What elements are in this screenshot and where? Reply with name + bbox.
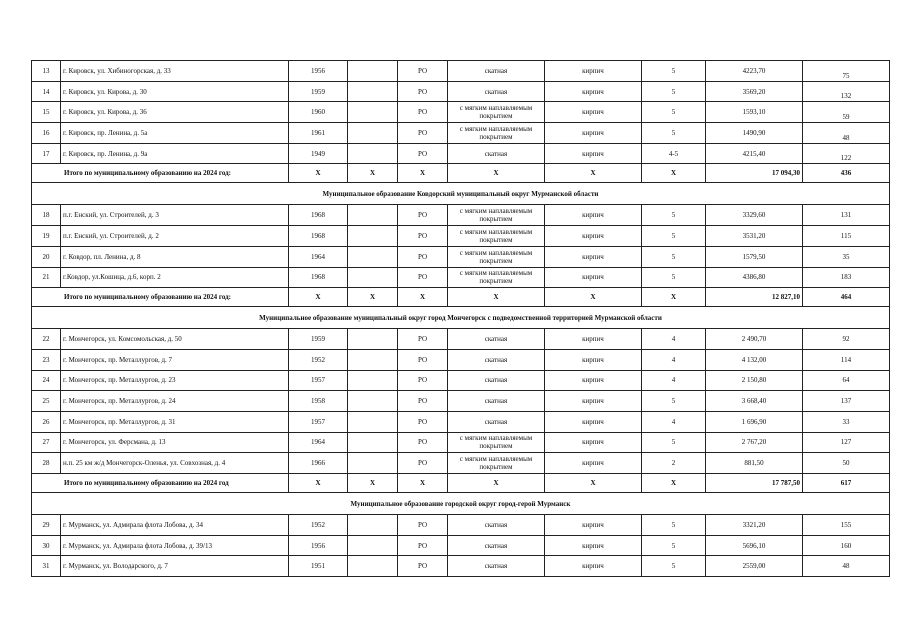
empty-cell bbox=[348, 61, 398, 82]
empty-cell bbox=[348, 391, 398, 412]
residents-cell: 33 bbox=[803, 411, 890, 432]
total-x-mark: X bbox=[642, 164, 706, 183]
empty-cell bbox=[348, 432, 398, 453]
area-cell: 881,50 bbox=[706, 453, 803, 474]
floors-cell: 5 bbox=[642, 205, 706, 226]
roof-type-cell: скатная bbox=[448, 329, 545, 350]
empty-cell bbox=[348, 370, 398, 391]
row-number: 20 bbox=[32, 246, 61, 267]
residents-cell: 132 bbox=[803, 81, 890, 102]
wall-material-cell: кирпич bbox=[545, 102, 642, 123]
row-number: 27 bbox=[32, 432, 61, 453]
table-row bbox=[32, 102, 890, 123]
wall-material-cell: кирпич bbox=[545, 205, 642, 226]
row-number: 23 bbox=[32, 349, 61, 370]
area-cell: 4386,80 bbox=[706, 267, 803, 288]
total-area: 12 827,10 bbox=[706, 288, 803, 307]
floors-cell: 2 bbox=[642, 453, 706, 474]
floors-cell: 5 bbox=[642, 81, 706, 102]
program-cell: РО bbox=[398, 349, 448, 370]
row-number: 19 bbox=[32, 226, 61, 247]
wall-material-cell: кирпич bbox=[545, 556, 642, 577]
roof-type-cell: скатная bbox=[448, 143, 545, 164]
year-cell: 1957 bbox=[289, 411, 348, 432]
wall-material-cell: кирпич bbox=[545, 267, 642, 288]
year-cell: 1968 bbox=[289, 226, 348, 247]
roof-type-cell: скатная bbox=[448, 515, 545, 536]
roof-type-cell: с мягким наплавляемым покрытием bbox=[448, 102, 545, 123]
wall-material-cell: кирпич bbox=[545, 453, 642, 474]
empty-cell bbox=[348, 329, 398, 350]
table-body bbox=[32, 61, 890, 577]
year-cell: 1968 bbox=[289, 267, 348, 288]
total-x-mark: X bbox=[348, 288, 398, 307]
area-cell: 5696,10 bbox=[706, 535, 803, 556]
program-cell: РО bbox=[398, 411, 448, 432]
floors-cell: 5 bbox=[642, 61, 706, 82]
table-row bbox=[32, 556, 890, 577]
year-cell: 1952 bbox=[289, 515, 348, 536]
year-cell: 1961 bbox=[289, 123, 348, 144]
address-cell: г. Ковдор, пл. Ленина, д. 8 bbox=[61, 246, 289, 267]
empty-cell bbox=[348, 349, 398, 370]
row-number: 13 bbox=[32, 61, 61, 82]
roof-type-cell: с мягким наплавляемым покрытием bbox=[448, 453, 545, 474]
empty-cell bbox=[348, 515, 398, 536]
address-cell: г. Мурманск, ул. Володарского, д. 7 bbox=[61, 556, 289, 577]
address-cell: п.г. Енский, ул. Строителей, д. 2 bbox=[61, 226, 289, 247]
program-cell: РО bbox=[398, 81, 448, 102]
table-row bbox=[32, 515, 890, 536]
residents-cell: 48 bbox=[803, 123, 890, 144]
wall-material-cell: кирпич bbox=[545, 432, 642, 453]
year-cell: 1964 bbox=[289, 246, 348, 267]
empty-cell bbox=[348, 246, 398, 267]
roof-type-cell: с мягким наплавляемым покрытием bbox=[448, 226, 545, 247]
row-number: 17 bbox=[32, 143, 61, 164]
program-cell: РО bbox=[398, 267, 448, 288]
year-cell: 1956 bbox=[289, 535, 348, 556]
residents-cell: 137 bbox=[803, 391, 890, 412]
year-cell: 1951 bbox=[289, 556, 348, 577]
table-row bbox=[32, 329, 890, 350]
address-cell: г. Мончегорск, пр. Металлургов, д. 7 bbox=[61, 349, 289, 370]
roof-type-cell: скатная bbox=[448, 370, 545, 391]
wall-material-cell: кирпич bbox=[545, 370, 642, 391]
roof-type-cell: скатная bbox=[448, 556, 545, 577]
year-cell: 1952 bbox=[289, 349, 348, 370]
empty-cell bbox=[348, 535, 398, 556]
address-cell: г. Мончегорск, ул. Комсомольская, д. 50 bbox=[61, 329, 289, 350]
program-cell: РО bbox=[398, 556, 448, 577]
area-cell: 3321,20 bbox=[706, 515, 803, 536]
wall-material-cell: кирпич bbox=[545, 391, 642, 412]
area-cell: 4 132,00 bbox=[706, 349, 803, 370]
total-area: 17 094,30 bbox=[706, 164, 803, 183]
empty-cell bbox=[348, 556, 398, 577]
floors-cell: 4-5 bbox=[642, 143, 706, 164]
wall-material-cell: кирпич bbox=[545, 226, 642, 247]
area-cell: 3569,20 bbox=[706, 81, 803, 102]
program-cell: РО bbox=[398, 102, 448, 123]
table-row bbox=[32, 411, 890, 432]
roof-type-cell: с мягким наплавляемым покрытием bbox=[448, 205, 545, 226]
wall-material-cell: кирпич bbox=[545, 515, 642, 536]
roof-type-cell: скатная bbox=[448, 61, 545, 82]
year-cell: 1957 bbox=[289, 370, 348, 391]
roof-type-cell: с мягким наплавляемым покрытием bbox=[448, 267, 545, 288]
section-header: Муниципальное образование городской округ город-герой Мурманск bbox=[32, 493, 890, 515]
table-row bbox=[32, 391, 890, 412]
program-cell: РО bbox=[398, 432, 448, 453]
empty-cell bbox=[348, 226, 398, 247]
table-row bbox=[32, 370, 890, 391]
roof-type-cell: скатная bbox=[448, 411, 545, 432]
program-cell: РО bbox=[398, 61, 448, 82]
roof-type-cell: с мягким наплавляемым покрытием bbox=[448, 246, 545, 267]
row-number: 18 bbox=[32, 205, 61, 226]
table-row bbox=[32, 453, 890, 474]
program-cell: РО bbox=[398, 515, 448, 536]
empty-cell bbox=[348, 123, 398, 144]
area-cell: 2 150,80 bbox=[706, 370, 803, 391]
area-cell: 3 668,40 bbox=[706, 391, 803, 412]
program-cell: РО bbox=[398, 391, 448, 412]
total-label: Итого по муниципальному образованию на 2024 год bbox=[32, 474, 289, 493]
area-cell: 1579,50 bbox=[706, 246, 803, 267]
row-number: 24 bbox=[32, 370, 61, 391]
total-x-mark: X bbox=[448, 474, 545, 493]
program-cell: РО bbox=[398, 143, 448, 164]
program-cell: РО bbox=[398, 453, 448, 474]
roof-type-cell: скатная bbox=[448, 349, 545, 370]
table-row bbox=[32, 535, 890, 556]
area-cell: 2 490,70 bbox=[706, 329, 803, 350]
wall-material-cell: кирпич bbox=[545, 81, 642, 102]
empty-cell bbox=[348, 81, 398, 102]
total-residents: 464 bbox=[803, 288, 890, 307]
empty-cell bbox=[348, 411, 398, 432]
residents-cell: 115 bbox=[803, 226, 890, 247]
address-cell: н.п. 25 км ж/д Мончегорск-Оленья, ул. Совхозная, д. 4 bbox=[61, 453, 289, 474]
address-cell: г. Мончегорск, ул. Ферсмана, д. 13 bbox=[61, 432, 289, 453]
roof-type-cell: с мягким наплавляемым покрытием bbox=[448, 123, 545, 144]
row-number: 26 bbox=[32, 411, 61, 432]
wall-material-cell: кирпич bbox=[545, 61, 642, 82]
roof-type-cell: скатная bbox=[448, 535, 545, 556]
floors-cell: 4 bbox=[642, 329, 706, 350]
area-cell: 4215,40 bbox=[706, 143, 803, 164]
wall-material-cell: кирпич bbox=[545, 349, 642, 370]
area-cell: 3329,60 bbox=[706, 205, 803, 226]
table-row bbox=[32, 81, 890, 102]
year-cell: 1956 bbox=[289, 61, 348, 82]
wall-material-cell: кирпич bbox=[545, 143, 642, 164]
residents-cell: 160 bbox=[803, 535, 890, 556]
document-page bbox=[31, 60, 889, 577]
total-x-mark: X bbox=[348, 164, 398, 183]
roof-type-cell: с мягким наплавляемым покрытием bbox=[448, 432, 545, 453]
floors-cell: 5 bbox=[642, 226, 706, 247]
residents-cell: 183 bbox=[803, 267, 890, 288]
wall-material-cell: кирпич bbox=[545, 246, 642, 267]
row-number: 31 bbox=[32, 556, 61, 577]
table-row bbox=[32, 143, 890, 164]
total-area: 17 787,50 bbox=[706, 474, 803, 493]
area-cell: 2 767,20 bbox=[706, 432, 803, 453]
address-cell: г. Кировск, ул. Хибиногорская, д. 33 bbox=[61, 61, 289, 82]
total-x-mark: X bbox=[289, 164, 348, 183]
area-cell: 1593,10 bbox=[706, 102, 803, 123]
total-x-mark: X bbox=[398, 288, 448, 307]
row-number: 16 bbox=[32, 123, 61, 144]
total-residents: 617 bbox=[803, 474, 890, 493]
area-cell: 3531,20 bbox=[706, 226, 803, 247]
residents-cell: 59 bbox=[803, 102, 890, 123]
address-cell: п.г. Енский, ул. Строителей, д. 3 bbox=[61, 205, 289, 226]
roof-type-cell: скатная bbox=[448, 81, 545, 102]
wall-material-cell: кирпич bbox=[545, 535, 642, 556]
residents-cell: 35 bbox=[803, 246, 890, 267]
floors-cell: 5 bbox=[642, 515, 706, 536]
row-number: 15 bbox=[32, 102, 61, 123]
address-cell: г.Ковдор, ул.Кошица, д.6, корп. 2 bbox=[61, 267, 289, 288]
wall-material-cell: кирпич bbox=[545, 329, 642, 350]
section-header-row bbox=[32, 493, 890, 515]
residents-cell: 122 bbox=[803, 143, 890, 164]
total-x-mark: X bbox=[448, 288, 545, 307]
program-cell: РО bbox=[398, 329, 448, 350]
year-cell: 1958 bbox=[289, 391, 348, 412]
section-header: Муниципальное образование муниципальный округ город Мончегорск с подведомственной территорией Мурманской области bbox=[32, 307, 890, 329]
total-x-mark: X bbox=[289, 474, 348, 493]
floors-cell: 5 bbox=[642, 102, 706, 123]
floors-cell: 4 bbox=[642, 411, 706, 432]
year-cell: 1949 bbox=[289, 143, 348, 164]
row-number: 25 bbox=[32, 391, 61, 412]
residents-cell: 92 bbox=[803, 329, 890, 350]
year-cell: 1959 bbox=[289, 329, 348, 350]
area-cell: 1490,90 bbox=[706, 123, 803, 144]
year-cell: 1964 bbox=[289, 432, 348, 453]
total-x-mark: X bbox=[398, 474, 448, 493]
total-row bbox=[32, 288, 890, 307]
address-cell: г. Кировск, ул. Кирова, д. 30 bbox=[61, 81, 289, 102]
year-cell: 1959 bbox=[289, 81, 348, 102]
residents-cell: 127 bbox=[803, 432, 890, 453]
empty-cell bbox=[348, 102, 398, 123]
address-cell: г. Мончегорск, пр. Металлургов, д. 31 bbox=[61, 411, 289, 432]
program-cell: РО bbox=[398, 226, 448, 247]
total-row bbox=[32, 474, 890, 493]
table-row bbox=[32, 205, 890, 226]
floors-cell: 5 bbox=[642, 123, 706, 144]
program-cell: РО bbox=[398, 370, 448, 391]
year-cell: 1966 bbox=[289, 453, 348, 474]
total-x-mark: X bbox=[348, 474, 398, 493]
area-cell: 4223,70 bbox=[706, 61, 803, 82]
table-row bbox=[32, 123, 890, 144]
floors-cell: 5 bbox=[642, 432, 706, 453]
total-x-mark: X bbox=[398, 164, 448, 183]
floors-cell: 5 bbox=[642, 267, 706, 288]
floors-cell: 5 bbox=[642, 535, 706, 556]
residents-cell: 114 bbox=[803, 349, 890, 370]
address-cell: г. Мурманск, ул. Адмирала флота Лобова, д. 39/13 bbox=[61, 535, 289, 556]
table-row bbox=[32, 267, 890, 288]
area-cell: 2559,00 bbox=[706, 556, 803, 577]
table-row bbox=[32, 226, 890, 247]
residents-cell: 64 bbox=[803, 370, 890, 391]
wall-material-cell: кирпич bbox=[545, 123, 642, 144]
total-row bbox=[32, 164, 890, 183]
table-row bbox=[32, 432, 890, 453]
total-residents: 436 bbox=[803, 164, 890, 183]
program-cell: РО bbox=[398, 205, 448, 226]
housing-table bbox=[31, 60, 890, 577]
program-cell: РО bbox=[398, 535, 448, 556]
total-x-mark: X bbox=[545, 474, 642, 493]
address-cell: г. Кировск, пр. Ленина, д. 9а bbox=[61, 143, 289, 164]
total-x-mark: X bbox=[642, 474, 706, 493]
row-number: 21 bbox=[32, 267, 61, 288]
section-header-row bbox=[32, 183, 890, 205]
table-row bbox=[32, 349, 890, 370]
empty-cell bbox=[348, 143, 398, 164]
address-cell: г. Мончегорск, пр. Металлургов, д. 24 bbox=[61, 391, 289, 412]
total-x-mark: X bbox=[545, 164, 642, 183]
empty-cell bbox=[348, 205, 398, 226]
wall-material-cell: кирпич bbox=[545, 411, 642, 432]
residents-cell: 50 bbox=[803, 453, 890, 474]
total-x-mark: X bbox=[642, 288, 706, 307]
row-number: 14 bbox=[32, 81, 61, 102]
program-cell: РО bbox=[398, 246, 448, 267]
total-x-mark: X bbox=[545, 288, 642, 307]
area-cell: 1 696,90 bbox=[706, 411, 803, 432]
table-row bbox=[32, 246, 890, 267]
row-number: 29 bbox=[32, 515, 61, 536]
row-number: 22 bbox=[32, 329, 61, 350]
empty-cell bbox=[348, 453, 398, 474]
total-x-mark: X bbox=[289, 288, 348, 307]
empty-cell bbox=[348, 267, 398, 288]
total-label: Итого по муниципальному образованию на 2024 год: bbox=[32, 164, 289, 183]
address-cell: г. Кировск, ул. Кирова, д. 36 bbox=[61, 102, 289, 123]
section-header-row bbox=[32, 307, 890, 329]
table-row bbox=[32, 61, 890, 82]
residents-cell: 48 bbox=[803, 556, 890, 577]
year-cell: 1968 bbox=[289, 205, 348, 226]
year-cell: 1960 bbox=[289, 102, 348, 123]
floors-cell: 4 bbox=[642, 349, 706, 370]
address-cell: г. Мурманск, ул. Адмирала флота Лобова, д. 34 bbox=[61, 515, 289, 536]
residents-cell: 155 bbox=[803, 515, 890, 536]
address-cell: г. Мончегорск, пр. Металлургов, д. 23 bbox=[61, 370, 289, 391]
residents-cell: 75 bbox=[803, 61, 890, 82]
row-number: 30 bbox=[32, 535, 61, 556]
floors-cell: 5 bbox=[642, 556, 706, 577]
floors-cell: 5 bbox=[642, 391, 706, 412]
address-cell: г. Кировск, пр. Ленина, д. 5а bbox=[61, 123, 289, 144]
roof-type-cell: скатная bbox=[448, 391, 545, 412]
total-label: Итого по муниципальному образованию на 2024 год: bbox=[32, 288, 289, 307]
total-x-mark: X bbox=[448, 164, 545, 183]
residents-cell: 131 bbox=[803, 205, 890, 226]
floors-cell: 5 bbox=[642, 246, 706, 267]
section-header: Муниципальное образование Ковдорский муниципальный округ Мурманской области bbox=[32, 183, 890, 205]
row-number: 28 bbox=[32, 453, 61, 474]
program-cell: РО bbox=[398, 123, 448, 144]
floors-cell: 4 bbox=[642, 370, 706, 391]
